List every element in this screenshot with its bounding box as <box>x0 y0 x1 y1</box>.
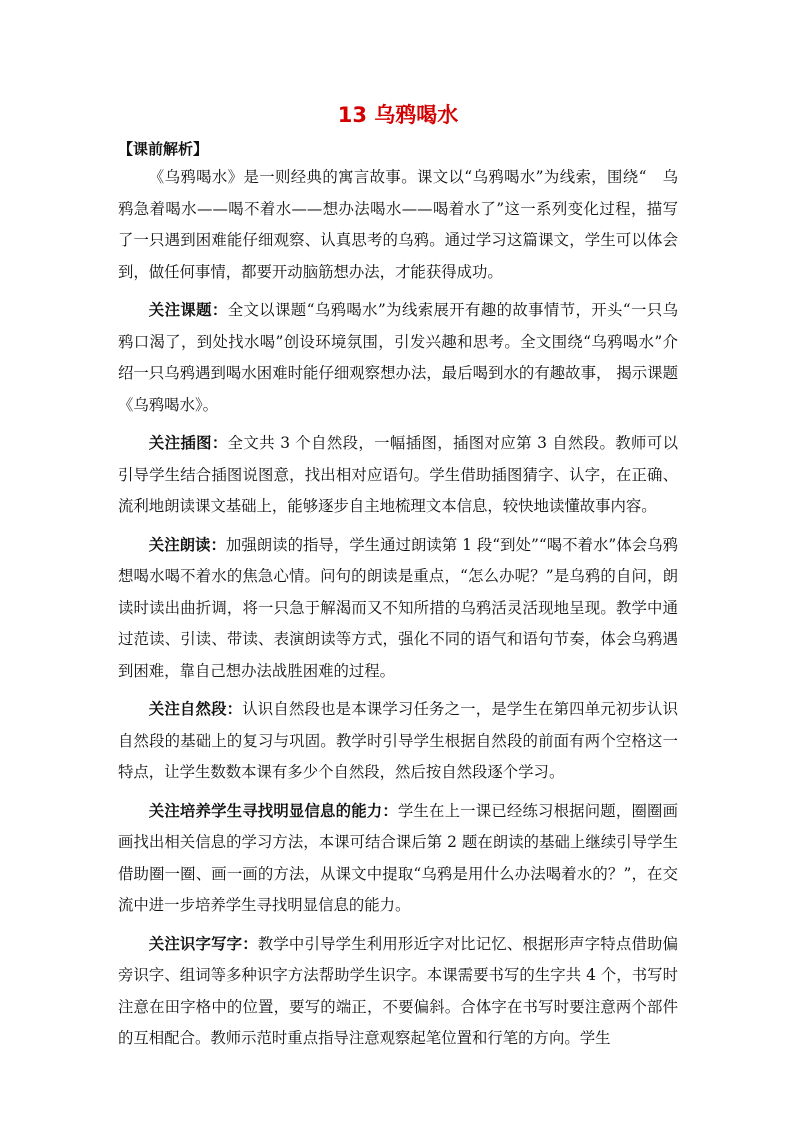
paragraph-natural-paragraph-focus <box>118 694 678 789</box>
paragraph-literacy-writing-focus <box>118 929 678 1055</box>
paragraph-label: 关注自然段： <box>148 700 243 718</box>
paragraph-text: 教学中引导学生利用形近字对比记忆、根据形声字特点借助偏旁识字、组词等多种识字方法帮助学生识字。本课需要书写的生字共 4 个，书写时注意在田字格中的位置，要写的端正，不要偏斜。合体字在书写时要注意两个部件的互相配合。教师示范时重点指导注意观察起笔位置和行笔的方向。学生 <box>118 934 678 1047</box>
paragraph-label: 关注朗读： <box>148 535 226 554</box>
paragraph-label: 关注培养学生寻找明显信息的能力： <box>148 801 398 820</box>
paragraph-label: 关注识字写字： <box>148 934 258 953</box>
paragraph-text: 认识自然段也是本课学习任务之一，是学生在第四单元初步认识自然段的基础上的复习与巩固。教学时引导学生根据自然段的前面有两个空格这一特点，让学生数数本课有多少个自然段，然后按自然段逐个学习。 <box>118 700 678 781</box>
paragraph-text: 全文以课题“乌鸦喝水”为线索展开有趣的故事情节，开头“一只乌鸦口渴了，到处找水喝”创设环境氛围，引发兴趣和思考。全文围绕“乌鸦喝水”介绍一只乌鸦遇到喝水困难时能仔细观察想办法，最后喝到水的有趣故事， 揭示课题《乌鸦喝水》。 <box>118 301 678 414</box>
paragraph-label: 关注课题： <box>148 301 228 319</box>
document-page <box>118 100 678 1055</box>
paragraph-illustration-focus <box>118 428 678 523</box>
paragraph-text: 加强朗读的指导，学生通过朗读第 1 段“到处”“喝不着水”体会乌鸦想喝水喝不着水的焦急心情。问句的朗读是重点，“怎么办呢？”是乌鸦的自问，朗读时读出曲折调，将一只急于解渴而又不知所措的乌鸦活灵活现地呈现。教学中通过范读、引读、带读、表演朗读等方式，强化不同的语气和语句节奏，体会乌鸦遇到困难，靠自己想办法战胜困难的过程。 <box>118 535 678 680</box>
paragraph-label: 关注插图： <box>148 434 228 452</box>
section-heading: 【课前解析】 <box>118 140 209 158</box>
paragraph-text: 《乌鸦喝水》是一则经典的寓言故事。课文以“乌鸦喝水”为线索，围绕“ 乌鸦急着喝水——喝不着水——想办法喝水——喝着水了”这一系列变化过程，描写了一只遇到困难能仔细观察、认真思考的乌鸦。通过学习这篇课文，学生可以体会到，做任何事情，都要开动脑筋想办法，才能获得成功。 <box>118 168 678 281</box>
paragraph-intro <box>118 162 678 288</box>
paragraph-information-ability-focus <box>118 796 678 922</box>
paragraph-text: 学生在上一课已经练习根据问题，圈圈画画找出相关信息的学习方法，本课可结合课后第 2 题在朗读的基础上继续引导学生借助圈一圈、画一画的方法，从课文中提取“乌鸦是用什么办法喝着水的？”，在交流中进一步培养学生寻找明显信息的能力。 <box>118 801 678 914</box>
paragraph-title-focus <box>118 295 678 421</box>
paragraph-text: 全文共 3 个自然段，一幅插图，插图对应第 3 自然段。教师可以引导学生结合插图说图意，找出相对应语句。学生借助插图猜字、认字，在正确、流利地朗读课文基础上，能够逐步自主地梳理文本信息，较快地读懂故事内容。 <box>118 434 678 515</box>
page-title: 13 乌鸦喝水 <box>337 103 459 127</box>
paragraph-reading-focus <box>118 530 678 688</box>
